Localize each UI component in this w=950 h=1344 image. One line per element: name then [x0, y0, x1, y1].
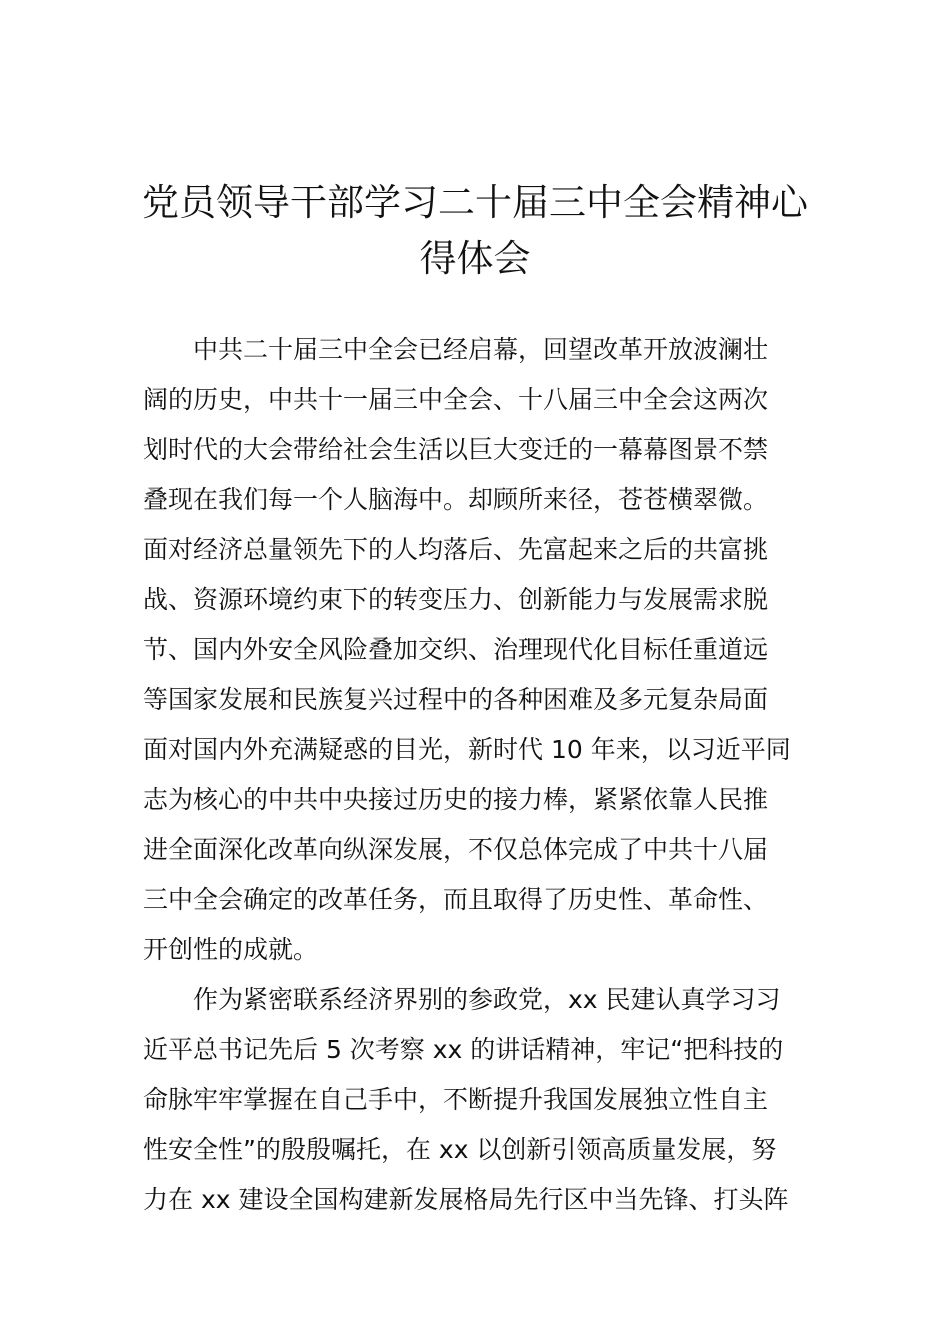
- text-line: 等国家发展和民族复兴过程中的各种困难及多元复杂局面: [143, 685, 769, 714]
- document-body: [143, 325, 807, 1225]
- text-line: 作为紧密联系经济界别的参政党，xx 民建认真学习习: [193, 985, 781, 1014]
- text-line: 进全面深化改革向纵深发展，不仅总体完成了中共十八届: [143, 835, 769, 864]
- text-line: 开创性的成就。: [143, 935, 319, 964]
- paragraph-1: [143, 325, 807, 975]
- text-line: 节、国内外安全风险叠加交织、治理现代化目标任重道远: [143, 635, 769, 664]
- text-line: 阔的历史，中共十一届三中全会、十八届三中全会这两次: [143, 385, 769, 414]
- text-line: 叠现在我们每一个人脑海中。却顾所来径，苍苍横翠微。: [143, 485, 769, 514]
- title-line: 得体会: [419, 237, 531, 280]
- title-line: 党员领导干部学习二十届三中全会精神心: [142, 181, 808, 224]
- text-line: 力在 xx 建设全国构建新发展格局先行区中当先锋、打头阵: [143, 1185, 789, 1214]
- text-line: 性安全性”的殷殷嘱托，在 xx 以创新引领高质量发展，努: [143, 1135, 777, 1164]
- text-line: 面对经济总量领先下的人均落后、先富起来之后的共富挑: [143, 535, 769, 564]
- text-line: 志为核心的中共中央接过历史的接力棒，紧紧依靠人民推: [143, 785, 769, 814]
- text-line: 近平总书记先后 5 次考察 xx 的讲话精神，牢记“把科技的: [143, 1035, 784, 1064]
- text-line: 三中全会确定的改革任务，而且取得了历史性、革命性、: [143, 885, 769, 914]
- text-line: 划时代的大会带给社会生活以巨大变迁的一幕幕图景不禁: [143, 435, 769, 464]
- paragraph-2: [143, 975, 807, 1225]
- text-line: 战、资源环境约束下的转变压力、创新能力与发展需求脱: [143, 585, 769, 614]
- text-line: 命脉牢牢掌握在自己手中，不断提升我国发展独立性自主: [143, 1085, 769, 1114]
- text-line: 中共二十届三中全会已经启幕，回望改革开放波澜壮: [193, 335, 769, 364]
- text-line: 面对国内外充满疑惑的目光，新时代 10 年来，以习近平同: [143, 735, 791, 764]
- document-title: [120, 175, 830, 287]
